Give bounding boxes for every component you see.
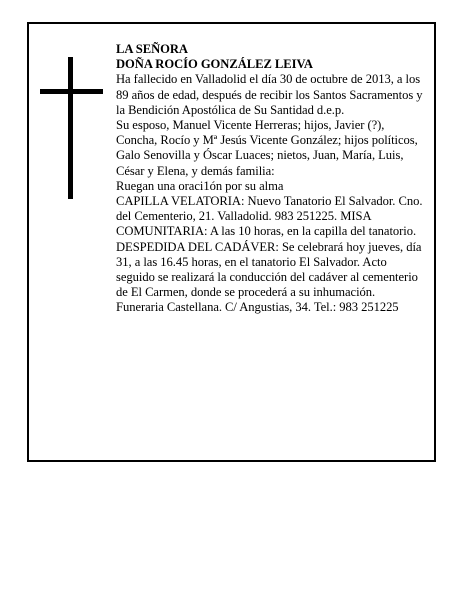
notice-title: LA SEÑORA [116, 42, 188, 56]
cross-icon [40, 57, 103, 199]
deceased-name: DOÑA ROCÍO GONZÁLEZ LEIVA [116, 57, 313, 72]
prayer-request: Ruegan una oraci1ón por su alma [116, 178, 284, 193]
obituary-notice [27, 22, 436, 462]
cross-vertical-bar [68, 57, 73, 199]
wake-chapel-info: CAPILLA VELATORIA: Nuevo Tanatorio El Salvador. Cno. del Cementerio, 21. Valladolid. 983 251225. MISA COMUNITARIA: A las 10 horas, en la capilla del tanatorio. [116, 194, 423, 239]
funeral-home-info: Funeraria Castellana. C/ Angustias, 34. Tel.: 983 251225 [116, 300, 399, 315]
cross-horizontal-bar [40, 89, 103, 94]
family-list: Su esposo, Manuel Vicente Herreras; hijos, Javier (?), Concha, Rocío y Mª Jesús Vicente González; hijos políticos, Galo Senovilla y Óscar Luaces; nietos, Juan, María, Luis, César y Elena, y demás familia: [116, 118, 418, 178]
notice-text [116, 42, 428, 316]
death-announcement: Ha fallecido en Valladolid el día 30 de octubre de 2013, a los 89 años de edad, después de recibir los Santos Sacramentos y la Bendición Apostólica de Su Santidad d.e.p. [116, 72, 423, 117]
farewell-info: DESPEDIDA DEL CADÁVER: Se celebrará hoy jueves, día 31, a las 16.45 horas, en el tanatorio El Salvador. Acto seguido se realizará la conducción del cadáver al cementerio de El Carmen, donde se procederá a su inhumación. [116, 239, 422, 300]
